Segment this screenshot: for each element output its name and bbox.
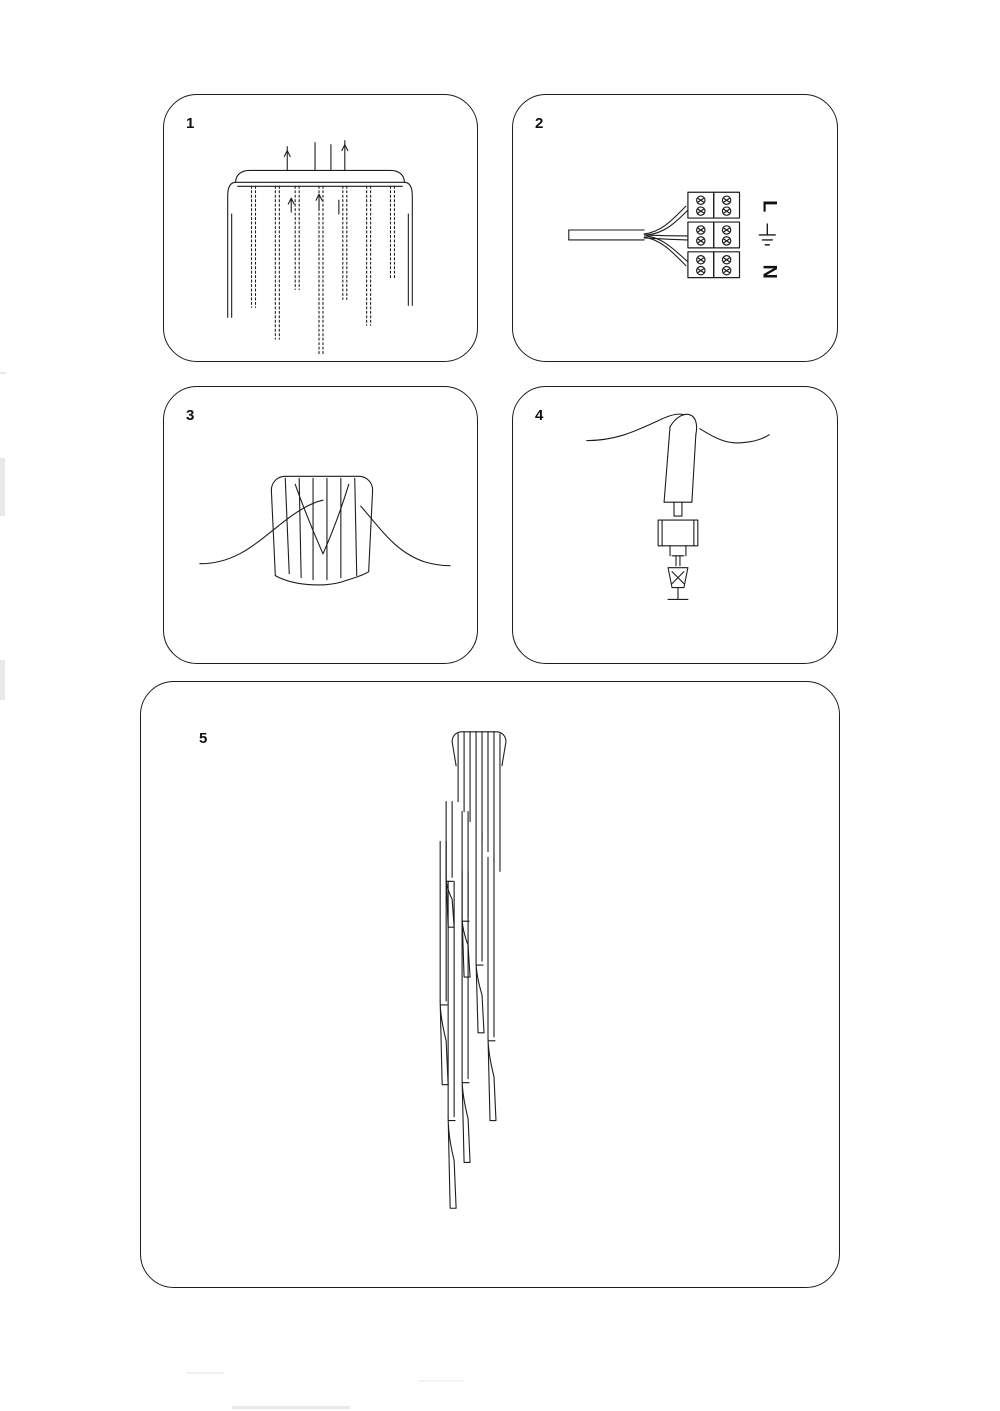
panel-step-4 (512, 386, 838, 664)
scan-artifact-left-3 (0, 660, 5, 700)
scan-artifact-bottom-3 (418, 1380, 464, 1382)
terminal-label-N: N (758, 264, 781, 279)
scan-artifact-bottom-2 (186, 1372, 224, 1374)
panel-step-2-illustration (513, 95, 837, 361)
panel-step-3-number: 3 (186, 407, 195, 424)
panel-step-2-number: 2 (535, 115, 544, 132)
panel-step-3-illustration (164, 387, 477, 663)
panel-step-1-number: 1 (186, 115, 195, 132)
scan-artifact-bottom (232, 1406, 350, 1409)
terminal-label-L: L (758, 200, 781, 213)
panel-step-4-number: 4 (535, 407, 544, 424)
panel-step-1-illustration (164, 95, 477, 361)
panel-step-4-illustration (513, 387, 837, 663)
panel-step-5 (140, 681, 840, 1288)
panel-step-1 (163, 94, 478, 362)
panel-step-2 (512, 94, 838, 362)
scan-artifact-left-2 (0, 458, 5, 516)
panel-step-5-number: 5 (199, 730, 208, 747)
scan-artifact-left-1 (0, 372, 6, 374)
panel-step-3 (163, 386, 478, 664)
panel-step-5-illustration (141, 682, 839, 1287)
